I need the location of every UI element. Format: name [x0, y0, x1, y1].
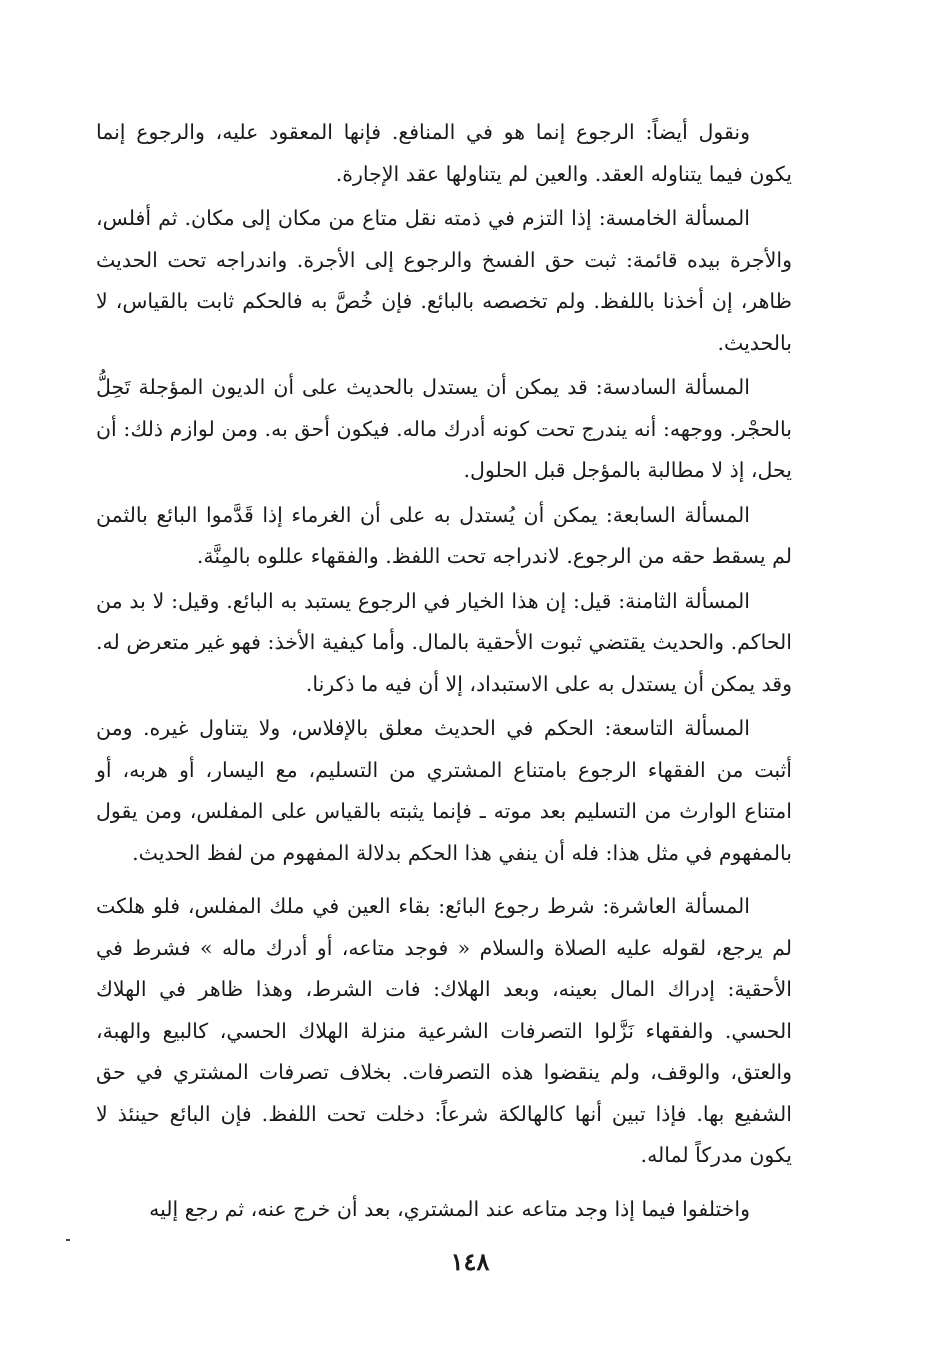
stray-mark — [66, 1239, 70, 1241]
paragraph-fifth-issue: المسألة الخامسة: إذا التزم في ذمته نقل متاع من مكان إلى مكان. ثم أفلس، والأجرة بيده قائمة: ثبت حق الفسخ والرجوع إلى الأجرة. واندراجه تحت الحديث ظاهر، إن أخذنا باللفظ. ولم تخصصه بالبائع. فإن خُصَّ به فالحكم ثابت بالقياس، لا بالحديث. — [96, 206, 792, 355]
paragraph-ninth-issue: المسألة التاسعة: الحكم في الحديث معلق بالإفلاس، ولا يتناول غيره. ومن أثبت من الفقهاء الرجوع بامتناع المشتري من التسليم، مع اليسار، أو هربه، أو امتناع الوارث من التسليم بعد موته ـ فإنما يثبته بالقياس على المفلس، ومن يقول بالمفهوم في مثل هذا: فله أن ينفي هذا الحكم بدلالة المفهوم من لفظ الحديث. — [96, 716, 792, 865]
paragraph-sixth-issue: المسألة السادسة: قد يمكن أن يستدل بالحديث على أن الديون المؤجلة تَحِلُّ بالحجْر. ووجهه: أنه يندرج تحت كونه أدرك ماله. فيكون أحق به. ومن لوازم ذلك: أن يحل، إذ لا مطالبة بالمؤجل قبل الحلول. — [96, 375, 792, 482]
paragraph-seventh-issue: المسألة السابعة: يمكن أن يُستدل به على أن الغرماء إذا قَدَّموا البائع بالثمن لم يسقط حقه من الرجوع. لاندراجه تحت اللفظ. والفقهاء عللوه بالمِنَّة. — [96, 502, 792, 568]
paragraph-tenth-issue: المسألة العاشرة: شرط رجوع البائع: بقاء العين في ملك المفلس، فلو هلكت لم يرجع، لقوله عليه الصلاة والسلام « فوجد متاعه، أو أدرك ماله » فشرط في الأحقية: إدراك المال بعينه، وبعد الهلاك: فات الشرط، وهذا ظاهر في الهلاك الحسي. والفقهاء نَزَّلوا التصرفات الشرعية منزلة الهلاك الحسي، كالبيع والهبة، والعتق، والوقف، ولم ينقضوا هذه التصرفات. بخلاف تصرفات المشتري في حق الشفيع بها. فإذا تبين أنها كالهالكة شرعاً: دخلت تحت اللفظ. فإن البائع حينئذ لا يكون مدركاً لماله. — [96, 894, 792, 1167]
page-number: ١٤٨ — [450, 1247, 490, 1276]
page-body — [96, 112, 792, 1233]
paragraph-eighth-issue: المسألة الثامنة: قيل: إن هذا الخيار في الرجوع يستبد به البائع. وقيل: لا بد من الحاكم. والحديث يقتضي ثبوت الأحقية بالمال. وأما كيفية الأخذ: فهو غير متعرض له. وقد يمكن أن يستدل به على الاستبداد، إلا أن فيه ما ذكرنا. — [96, 588, 792, 696]
paragraph-intro: ونقول أيضاً: الرجوع إنما هو في المنافع. فإنها المعقود عليه، والرجوع إنما يكون فيما يتناوله العقد. والعين لم يتناولها عقد الإجارة. — [96, 120, 792, 186]
paragraph-continuation: واختلفوا فيما إذا وجد متاعه عند المشتري، بعد أن خرج عنه، ثم رجع إليه — [149, 1196, 750, 1221]
